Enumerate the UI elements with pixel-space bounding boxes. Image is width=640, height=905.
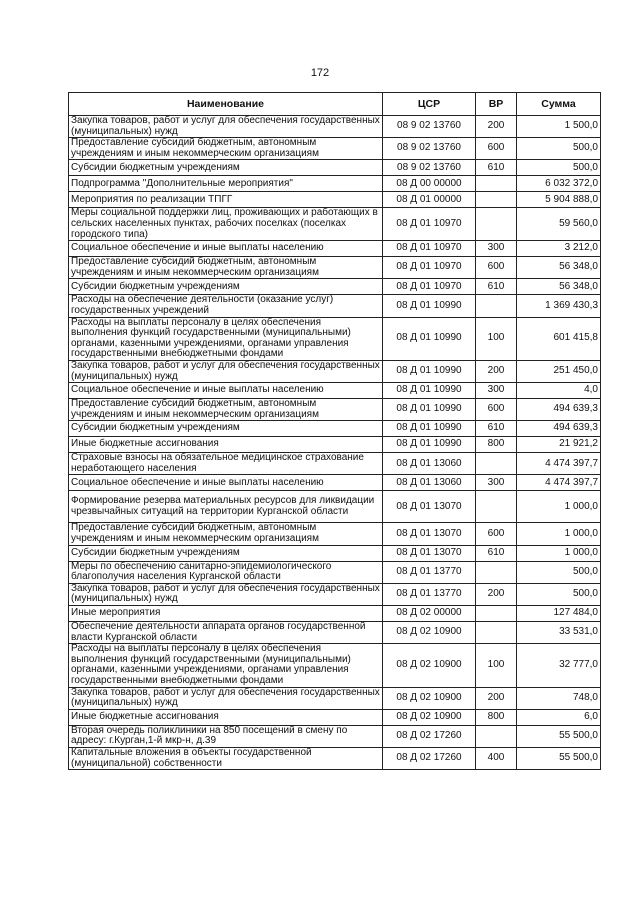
table-row [69,606,601,622]
cell-vr: 300 [476,241,517,257]
cell-vr: 600 [476,399,517,421]
cell-csr: 08 Д 01 10990 [383,399,476,421]
cell-csr: 08 9 02 13760 [383,116,476,138]
cell-csr: 08 Д 01 10970 [383,279,476,295]
cell-vr [476,491,517,523]
cell-vr: 610 [476,545,517,561]
table-row [69,399,601,421]
cell-sum: 59 560,0 [517,208,601,241]
cell-csr: 08 Д 01 10990 [383,360,476,382]
table-row [69,545,601,561]
table-header-row [69,93,601,116]
cell-name: Предоставление субсидий бюджетным, автономным учреждениям и иным некоммерческим организациям [69,399,383,421]
table-row [69,192,601,208]
header-vr: ВР [476,93,517,116]
table-row [69,747,601,769]
cell-sum: 500,0 [517,561,601,583]
cell-csr: 08 Д 01 10990 [383,317,476,360]
cell-vr: 600 [476,138,517,160]
cell-vr [476,561,517,583]
cell-vr: 610 [476,421,517,437]
table-row [69,176,601,192]
cell-sum: 6 032 372,0 [517,176,601,192]
table-row [69,116,601,138]
cell-csr: 08 Д 01 13060 [383,453,476,475]
cell-name: Меры социальной поддержки лиц, проживающих и работающих в сельских населенных пунктах, рабочих поселках (поселках городского типа) [69,208,383,241]
table-row [69,453,601,475]
cell-vr: 100 [476,644,517,687]
header-csr: ЦСР [383,93,476,116]
cell-sum: 21 921,2 [517,437,601,453]
cell-vr [476,606,517,622]
cell-csr: 08 Д 01 13770 [383,583,476,605]
cell-vr: 400 [476,747,517,769]
cell-sum: 1 000,0 [517,545,601,561]
cell-sum: 494 639,3 [517,399,601,421]
cell-vr: 200 [476,583,517,605]
cell-vr: 600 [476,523,517,545]
table-row [69,437,601,453]
cell-sum: 127 484,0 [517,606,601,622]
table-row [69,257,601,279]
cell-name: Вторая очередь поликлиники на 850 посещений в смену по адресу: г.Курган,1-й мкр-н, д.39 [69,725,383,747]
cell-sum: 55 500,0 [517,747,601,769]
cell-sum: 56 348,0 [517,257,601,279]
cell-name: Закупка товаров, работ и услуг для обеспечения государственных (муниципальных) нужд [69,583,383,605]
cell-sum: 500,0 [517,138,601,160]
cell-sum: 500,0 [517,583,601,605]
cell-sum: 56 348,0 [517,279,601,295]
cell-csr: 08 Д 01 00000 [383,192,476,208]
table-row [69,360,601,382]
cell-name: Субсидии бюджетным учреждениям [69,421,383,437]
cell-name: Подпрограмма "Дополнительные мероприятия" [69,176,383,192]
cell-sum: 494 639,3 [517,421,601,437]
cell-vr: 200 [476,687,517,709]
cell-name: Иные бюджетные ассигнования [69,437,383,453]
table-row [69,523,601,545]
cell-name: Закупка товаров, работ и услуг для обеспечения государственных (муниципальных) нужд [69,360,383,382]
cell-vr: 300 [476,383,517,399]
table-row [69,725,601,747]
cell-name: Расходы на обеспечение деятельности (оказание услуг) государственных учреждений [69,295,383,317]
cell-csr: 08 Д 01 13070 [383,523,476,545]
cell-sum: 32 777,0 [517,644,601,687]
cell-vr [476,192,517,208]
table-row [69,687,601,709]
cell-name: Социальное обеспечение и иные выплаты населению [69,383,383,399]
cell-sum: 6,0 [517,709,601,725]
table-row [69,317,601,360]
cell-name: Расходы на выплаты персоналу в целях обеспечения выполнения функций государственными (муниципальными) органами, казенными учреждениями, органами управления государственными внебюджетными фондами [69,644,383,687]
cell-sum: 500,0 [517,160,601,176]
cell-name: Предоставление субсидий бюджетным, автономным учреждениям и иным некоммерческим организациям [69,138,383,160]
cell-vr: 610 [476,279,517,295]
cell-sum: 55 500,0 [517,725,601,747]
header-name: Наименование [69,93,383,116]
cell-vr [476,176,517,192]
cell-csr: 08 Д 02 10900 [383,644,476,687]
cell-csr: 08 Д 02 00000 [383,606,476,622]
cell-name: Субсидии бюджетным учреждениям [69,545,383,561]
cell-vr: 800 [476,709,517,725]
table-row [69,475,601,491]
table-row [69,241,601,257]
table-row [69,383,601,399]
table-row [69,279,601,295]
table-row [69,138,601,160]
header-sum: Сумма [517,93,601,116]
cell-sum: 1 500,0 [517,116,601,138]
table-row [69,421,601,437]
table-row [69,491,601,523]
cell-name: Закупка товаров, работ и услуг для обеспечения государственных (муниципальных) нужд [69,116,383,138]
cell-vr [476,453,517,475]
cell-csr: 08 Д 02 10900 [383,622,476,644]
cell-sum: 4,0 [517,383,601,399]
cell-vr [476,622,517,644]
cell-csr: 08 Д 01 10990 [383,421,476,437]
cell-sum: 4 474 397,7 [517,475,601,491]
cell-name: Предоставление субсидий бюджетным, автономным учреждениям и иным некоммерческим организациям [69,523,383,545]
cell-name: Субсидии бюджетным учреждениям [69,279,383,295]
table-row [69,208,601,241]
cell-name: Обеспечение деятельности аппарата органов государственной власти Курганской области [69,622,383,644]
table-row [69,644,601,687]
cell-csr: 08 9 02 13760 [383,160,476,176]
cell-vr [476,725,517,747]
cell-csr: 08 Д 01 13770 [383,561,476,583]
table-row [69,295,601,317]
cell-csr: 08 Д 02 17260 [383,747,476,769]
cell-csr: 08 Д 00 00000 [383,176,476,192]
cell-sum: 1 000,0 [517,523,601,545]
cell-csr: 08 Д 01 13070 [383,545,476,561]
cell-name: Социальное обеспечение и иные выплаты населению [69,475,383,491]
cell-name: Формирование резерва материальных ресурсов для ликвидации чрезвычайных ситуаций на территории Курганской области [69,491,383,523]
cell-vr: 100 [476,317,517,360]
cell-vr [476,295,517,317]
cell-vr: 300 [476,475,517,491]
cell-sum: 5 904 888,0 [517,192,601,208]
cell-vr: 800 [476,437,517,453]
cell-name: Закупка товаров, работ и услуг для обеспечения государственных (муниципальных) нужд [69,687,383,709]
table-row [69,561,601,583]
table-row [69,583,601,605]
cell-name: Иные бюджетные ассигнования [69,709,383,725]
cell-sum: 748,0 [517,687,601,709]
cell-csr: 08 Д 01 10970 [383,241,476,257]
cell-vr [476,208,517,241]
budget-table [68,92,601,770]
cell-sum: 601 415,8 [517,317,601,360]
cell-name: Предоставление субсидий бюджетным, автономным учреждениям и иным некоммерческим организациям [69,257,383,279]
cell-name: Расходы на выплаты персоналу в целях обеспечения выполнения функций государственными (муниципальными) органами, казенными учреждениями, органами управления государственными внебюджетными фондами [69,317,383,360]
cell-sum: 33 531,0 [517,622,601,644]
cell-name: Капитальные вложения в объекты государственной (муниципальной) собственности [69,747,383,769]
page-number: 172 [310,67,330,79]
cell-name: Меры по обеспечению санитарно-эпидемиологического благополучия населения Курганской области [69,561,383,583]
cell-vr: 200 [476,116,517,138]
cell-csr: 08 Д 02 17260 [383,725,476,747]
cell-name: Субсидии бюджетным учреждениям [69,160,383,176]
cell-vr: 610 [476,160,517,176]
cell-name: Социальное обеспечение и иные выплаты населению [69,241,383,257]
cell-sum: 1 000,0 [517,491,601,523]
cell-csr: 08 Д 01 10990 [383,295,476,317]
cell-csr: 08 9 02 13760 [383,138,476,160]
cell-csr: 08 Д 02 10900 [383,709,476,725]
cell-csr: 08 Д 01 13060 [383,475,476,491]
cell-sum: 251 450,0 [517,360,601,382]
cell-vr: 200 [476,360,517,382]
cell-vr: 600 [476,257,517,279]
cell-name: Страховые взносы на обязательное медицинское страхование неработающего населения [69,453,383,475]
cell-csr: 08 Д 01 10990 [383,437,476,453]
cell-sum: 3 212,0 [517,241,601,257]
cell-csr: 08 Д 01 10970 [383,208,476,241]
cell-csr: 08 Д 01 10970 [383,257,476,279]
cell-sum: 4 474 397,7 [517,453,601,475]
cell-sum: 1 369 430,3 [517,295,601,317]
cell-csr: 08 Д 01 10990 [383,383,476,399]
cell-csr: 08 Д 02 10900 [383,687,476,709]
table-row [69,160,601,176]
cell-name: Мероприятия по реализации ТПГГ [69,192,383,208]
cell-csr: 08 Д 01 13070 [383,491,476,523]
table-row [69,622,601,644]
cell-name: Иные мероприятия [69,606,383,622]
table-body [69,116,601,770]
table-row [69,709,601,725]
